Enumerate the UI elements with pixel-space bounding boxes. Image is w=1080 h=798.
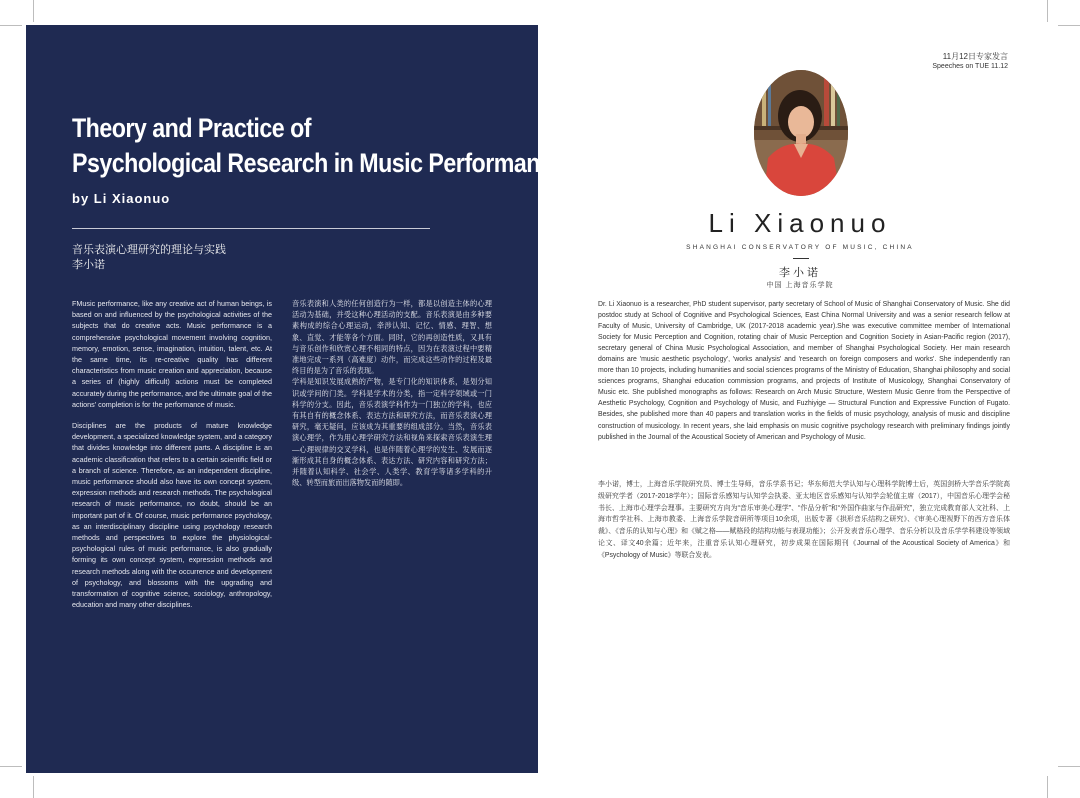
speaker-affiliation-chinese: 中国 上海音乐学院	[766, 282, 834, 289]
crop-mark	[0, 25, 22, 26]
speaker-affiliation: SHANGHAI CONSERVATORY OF MUSIC, CHINA	[686, 244, 914, 251]
chinese-body-column	[292, 298, 492, 498]
article-title	[72, 111, 565, 181]
crop-mark	[33, 776, 34, 798]
crop-mark	[1047, 0, 1048, 22]
page-header-subtitle: Speeches on TUE 11.12	[932, 63, 1008, 70]
speaker-name: Li Xiaonuo	[708, 208, 892, 238]
english-body-column	[72, 298, 272, 620]
article-title-chinese: 音乐表演心理研究的理论与实践	[72, 244, 226, 256]
speaker-bio-english: Dr. Li Xiaonuo is a researcher, PhD student supervisor, party secretary of School of Music of Shanghai Conservatory of Music. She did postdoc study at School of Cognitive and Psychological Sciences, East China Normal University and was a senior research fellow at Faculty of Music, University of Cambridge, UK (2017-2018 academic year).She was executive committee member of International Society for Music Perception and Cognition, rotating chair of Music Perception and Cognition Society in Asian-Pacific region (2017), secretary general of China Music Psychological Association, and member of Shanghai Psychological Society. Her main research domains are 'music aesthetic psychology', 'works analysis' and 'research on foreign composers and works'. She independently ran more than 10 projects, including humanities and social sciences programs of the Ministry of Education, Shanghai philosophy and social sciences programs, Shanghai education commission programs, and projects of Institute of Musicology, Shanghai Conservatory of Music etc. She published monographs as follows: Research on Arch Music Structure, Western Music Genre from the Perspective of Aesthetic Psychology, Cognition and Psychology of Music, and Fuzhiyige — Structural Function and Expressive Function of Fugato. Besides, she published more than 40 papers and translation works in the fields of music psychology, analysis of music and discipline construction of musicology. In recent years, she laid emphasis on music cognitive psychology research with preliminary findings jointly published in the Journal of the Acoustical Society of American and Psychology of Music.	[598, 301, 1010, 441]
title-divider	[72, 228, 430, 229]
article-author-chinese: 李小诺	[72, 259, 105, 271]
article-title-line-2: Psychological Research in Music Performance	[72, 148, 565, 178]
crop-mark	[0, 766, 22, 767]
speaker-bio-chinese: 李小诺，博士，上海音乐学院研究员、博士生导师，音乐学系书记；华东师范大学认知与心理科学院博士后，英国剑桥大学音乐学院高级研究学者（2017-2018学年）；国际音乐感知与认知学会执委、亚太地区音乐感知与认知学会轮值主席（2017），中国音乐心理学会秘书长、上海市心理学会理事。主要研究方向为“音乐审美心理学”、“作品分析”和“外国作曲家与作品研究”，独立完成教育部人文社科、上海市哲学社科、上海市教委、上海音乐学院音研所等项目10余项，出版专著《拱形音乐结构之研究》、《审美心理视野下的西方音乐体裁》、《音乐的认知与心理》和《赋之格——赋格段的结构功能与表现功能》；公开发表音乐心理学、音乐分析以及音乐学学科建设等领域论文、译文40余篇；近年来，注重音乐认知心理研究，初步成果在国际期刊《Journal of the Acoustical Society of America》和《Psychology of Music》等联合发表。	[598, 481, 1010, 559]
english-paragraph-1: FMusic performance, like any creative act of human beings, is based on and influenced by the psychological activities of the subjects that do creative acts. Music performance is a comprehensive psychological movement involving cognition, memory, emotion, sense, imagination, intuition, talent, etc. At the same time, its re-creative quality has different characteristics from music creation and appreciation, because a series of (highly difficult) actions must be completed accurately during the performance, and the ultimate goal of the actions' completion is for the performance of music.	[72, 299, 272, 409]
left-page	[26, 25, 565, 773]
name-divider	[793, 258, 809, 259]
crop-mark	[1058, 766, 1080, 767]
speaker-portrait	[754, 70, 848, 196]
chinese-paragraph-1: 音乐表演和人类的任何创造行为一样，都是以创造主体的心理活动为基础，并受这种心理活动的支配。音乐表演是由多种要素构成的综合心理运动，牵涉认知、记忆、情感、理智、想象、直觉、才能等各个方面。同时，它的再创造性质，又具有与音乐创作和欣赏心理不相同的特点，因为在表演过程中要精准地完成一系列（高难度）动作，而完成这些动作的过程及最终目的是为了音乐的表现。	[292, 299, 492, 376]
crop-mark	[1058, 25, 1080, 26]
speaker-name-chinese: 李小诺	[779, 267, 821, 279]
page-header-date: 11月12日专家发言	[942, 52, 1008, 61]
article-title-line-1: Theory and Practice of	[72, 113, 311, 143]
crop-mark	[1047, 776, 1048, 798]
chinese-paragraph-2: 学科是知识发展成熟的产物，是专门化的知识体系，是划分知识或学问的门类。学科是学术的分类，指一定科学领域或一门科学的分支。因此，音乐表演学科作为一门独立的学科，也应有其自有的概念体系、表达方法和研究方法，而音乐表演心理研究，毫无疑问，应该成为其重要的组成部分。当然，音乐表演心理学，作为用心理学研究方法和视角来探索音乐表演生理—心理规律的交叉学科，也是伴随着心理学的发生、发展而逐渐形成其自身的概念体系、表达方法、研究内容和研究方法；并随着认知科学、社会学、人类学、教育学等诸多学科的升级、转型而旅而出落物发而的随即。	[292, 377, 492, 488]
crop-mark	[33, 0, 34, 22]
article-byline: by Li Xiaonuo	[72, 191, 171, 206]
english-paragraph-2: Disciplines are the products of mature knowledge development, a specialized knowledge system, and a category that divides knowledge into different parts. A discipline is an academic classification that refers to a certain scientific field or a branch of science. Therefore, as an independent discipline, music performance should also have its own concept system, expression methods and research methods. The psychological research of music performance, no doubt, should be an important part of it. Of course, music performance psychology, as an interdisciplinary discipline using psychology research methods and perspectives to explore the physiological-psychological rules of music performance, is also gradually forming its own concept system, expression methods and research methods along with the occurrence and development of psychology, and blossoms with the upgrading and transformation of cognitive science, sociology, anthropology, education and many other disciplines.	[72, 421, 272, 610]
